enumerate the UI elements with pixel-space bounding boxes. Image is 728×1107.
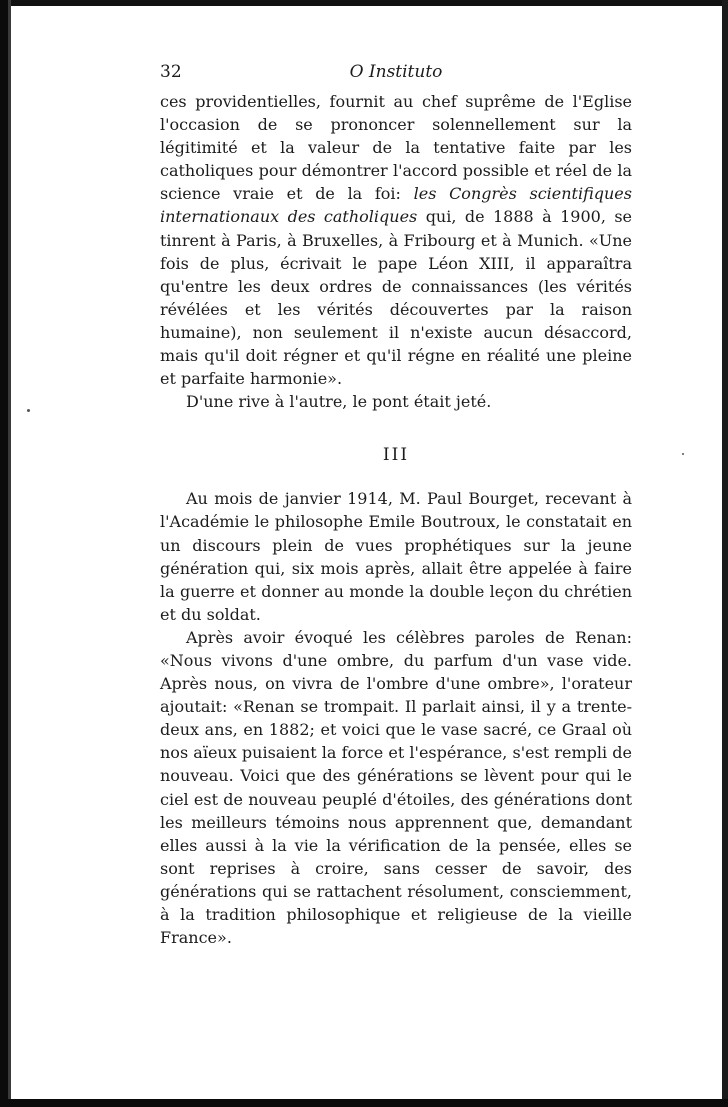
scan-border-left-inner xyxy=(8,0,11,1107)
scan-border-left xyxy=(0,0,8,1107)
paragraph-1-text-a: ces providentielles, fournit au chef suprême de l'Eglise l'occasion de se prononcer solennellement sur la légitimité et la valeur de la tentative faite par les catholiques pour démontrer l'accord possible et réel de la science vraie et de la foi: xyxy=(160,92,632,204)
section-heading: III xyxy=(382,445,410,466)
scan-border-top xyxy=(0,0,728,6)
paragraph-2: D'une rive à l'autre, le pont était jeté. xyxy=(186,392,492,412)
scan-speck xyxy=(682,453,684,455)
paragraph-1-italic-title: les Congrès scientifiques internationaux des catholiques xyxy=(160,184,632,227)
paragraph-1-text-b: qui, de 1888 à 1900, se tinrent à Paris, à Bruxelles, à Fribourg et à Munich. «Une fois de plus, écrivait le pape Léon XIII, il apparaîtra qu'entre les deux ordres de connaissances (les vérités révélées et les vérités découvertes par la raison humaine), non seulement il n'existe aucun désaccord, mais qu'il doit régner et qu'il régne en réalité une pleine et parfaite harmonie». xyxy=(160,207,632,389)
paragraph-1 xyxy=(160,90,632,390)
paragraph-4: Après avoir évoqué les célèbres paroles de Renan: «Nous vivons d'une ombre, du parfum d'un vase vide. Après nous, on vivra de l'ombre d'une ombre», l'orateur ajoutait: «Renan se trompait. Il parlait ainsi, il y a trente-deux ans, en 1882; et voici que le vase sacré, ce Graal où nos aïeux puisaient la force et l'espérance, s'est rempli de nouveau. Voici que des générations se lèvent pour qui le ciel est de nouveau peuplé d'étoiles, des générations dont les meilleurs témoins nous apprennent que, demandant elles aussi à la vie la vérification de la pensée, elles se sont reprises à croire, sans cesser de savoir, des générations qui se rattachent résolument, consciemment, à la tradition philosophique et religieuse de la vieille France». xyxy=(160,627,632,948)
running-head xyxy=(160,56,632,90)
page-number: 32 xyxy=(160,62,182,82)
scan-speck xyxy=(27,409,30,412)
scan-border-bottom xyxy=(0,1099,728,1107)
paragraph-3: Au mois de janvier 1914, M. Paul Bourget, recevant à l'Académie le philosophe Emile Boutroux, le constatait en un discours plein de vues prophétiques sur la jeune génération qui, six mois après, allait être appelée à faire la guerre et donner au monde la double leçon du chrétien et du soldat. xyxy=(160,489,632,624)
scan-border-right xyxy=(722,0,728,1107)
running-title: O Instituto xyxy=(349,62,443,82)
page-content xyxy=(160,56,632,949)
